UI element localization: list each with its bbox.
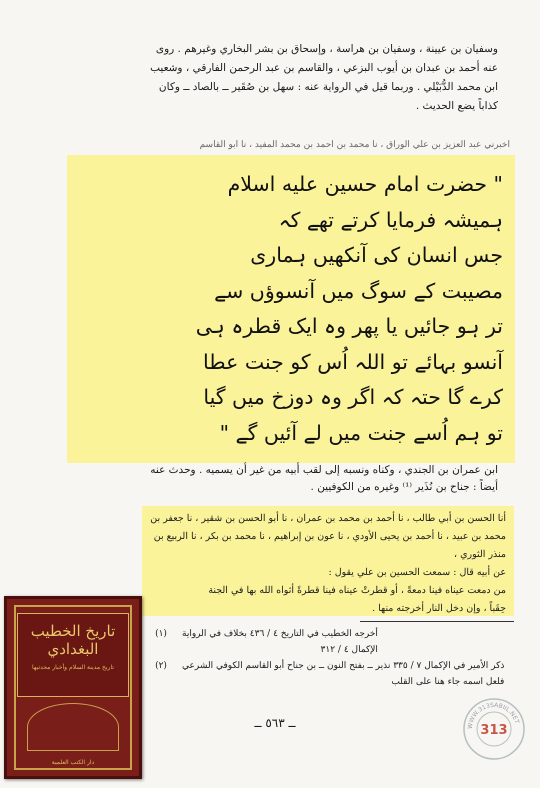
footnote-text: ذكر الأمير في الإكمال ٧ / ٣٣٥ نذير ــ بفتح النون ــ بن جناح أبو القاسم الكوفي الشرعي (182, 661, 505, 671)
quote-line: تر ہو جائیں یا پھر وہ ایک قطرہ ہی (195, 314, 503, 338)
top-line: عنه أحمد بن عبدان بن أيوب البزعي ، والقاسم بن عبد الرحمن الفارقي ، وشعيب (150, 62, 498, 74)
top-line: ابن محمد الدُّبَيْلي . وربما قيل في الرواية عنه : سهل بن صُقَير ــ بالصاد ــ وكان (158, 81, 498, 93)
quote-line: تو ہم اُسے جنت میں لے آئیں گے " (219, 420, 503, 445)
urdu-quote-highlight (67, 155, 515, 463)
mid-line: ابن عمران بن الجندي ، وكناه ونسبه إلى لقب أبيه من غير أن يسميه . وحدث عنه (150, 464, 498, 476)
stamp-ring-text: WWW.313SABIIL.NET (466, 701, 521, 730)
top-line: وسفيان بن عيينة ، وسفيان بن هراسة ، وإسحاق بن بشر البخاري وغيرهم . روى (155, 43, 498, 55)
footnote-text: فلعل اسمه جاء هنا على القلب (391, 677, 505, 687)
quote-line: مصیبت کے سوگ میں آنسوؤں سے (214, 278, 503, 303)
hadith-highlight (142, 506, 514, 616)
page-number: ــ ٥٦٣ ــ (254, 716, 296, 730)
top-paragraph (24, 40, 498, 116)
cover-ornament (27, 703, 119, 751)
hadith-line: أنا الحسن بن أبي طالب ، نا أحمد بن محمد بن عمران ، نا أبو الحسن بن شقير ، نا جعفر بن (150, 513, 506, 524)
footnote-1 (150, 626, 514, 658)
cover-subtitle: تاريخ مدينة السلام وأخبار محدثيها (32, 664, 114, 671)
mid-line: أيضاً : جناح بن نُذَير ⁽¹⁾ وغيره من الكوفيين . (310, 481, 498, 493)
footnote-number: (٢) (155, 661, 167, 671)
top-line: كذاباً يضع الحديث . (415, 100, 498, 112)
cover-publisher: دار الكتب العلمية (51, 759, 95, 766)
cover-title: تاريخ الخطيب البغدادي (30, 622, 116, 658)
book-cover-image (4, 596, 142, 779)
mid-paragraph (24, 462, 498, 496)
quote-line: " حضرت امام حسین علیه اسلام (227, 172, 503, 196)
cover-title-panel (17, 613, 129, 697)
hadith-line: عن أبيه قال : سمعت الحسين بن علي يقول : (328, 567, 506, 578)
faded-line: أخبرني عبد العزيز بن علي الوراق ، نا محمد بن أحمد بن محمد المفيد ، نا أبو القاسم (199, 140, 510, 150)
hadith-line: من دمعت عيناه فينا دمعةً ، أو قطرتْ عيناه فينا قطرةً أثواه الله بها في الجنة (208, 585, 506, 596)
footnotes (150, 626, 514, 690)
footnote-number: (١) (155, 629, 167, 639)
footnote-rule (360, 621, 514, 622)
footnote-2 (150, 658, 514, 690)
quote-line: کرے گا حتہ کہ اگر وہ دوزخ میں گیا (203, 385, 503, 409)
stamp-number: 313 (480, 723, 508, 738)
footnote-text: الإكمال ٤ / ٣١٢ (320, 645, 378, 655)
stamp-seal-icon (462, 697, 526, 761)
watermark-stamp (462, 697, 526, 761)
hadith-line: محمد بن عبيد ، نا أحمد بن يحيى الأودي ، نا عون بن إبراهيم ، نا محمد بن بكر ، نا الربيع بن منذر الثوري ، (153, 531, 506, 560)
quote-line: جس انسان کی آنکھیں ہماری (250, 243, 503, 267)
quote-line: ہمیشہ فرمایا کرتے تھے کہ (278, 207, 503, 232)
hadith-line: حِقَباً ، وإن دخل النار أخرجته منها . (372, 603, 506, 614)
footnote-text: أخرجه الخطيب في التاريخ ٤ / ٤٣٦ بخلاف في الرواية (182, 629, 378, 639)
quote-line: آنسو بہائے تو اللہ اُس کو جنت عطا (203, 349, 503, 374)
